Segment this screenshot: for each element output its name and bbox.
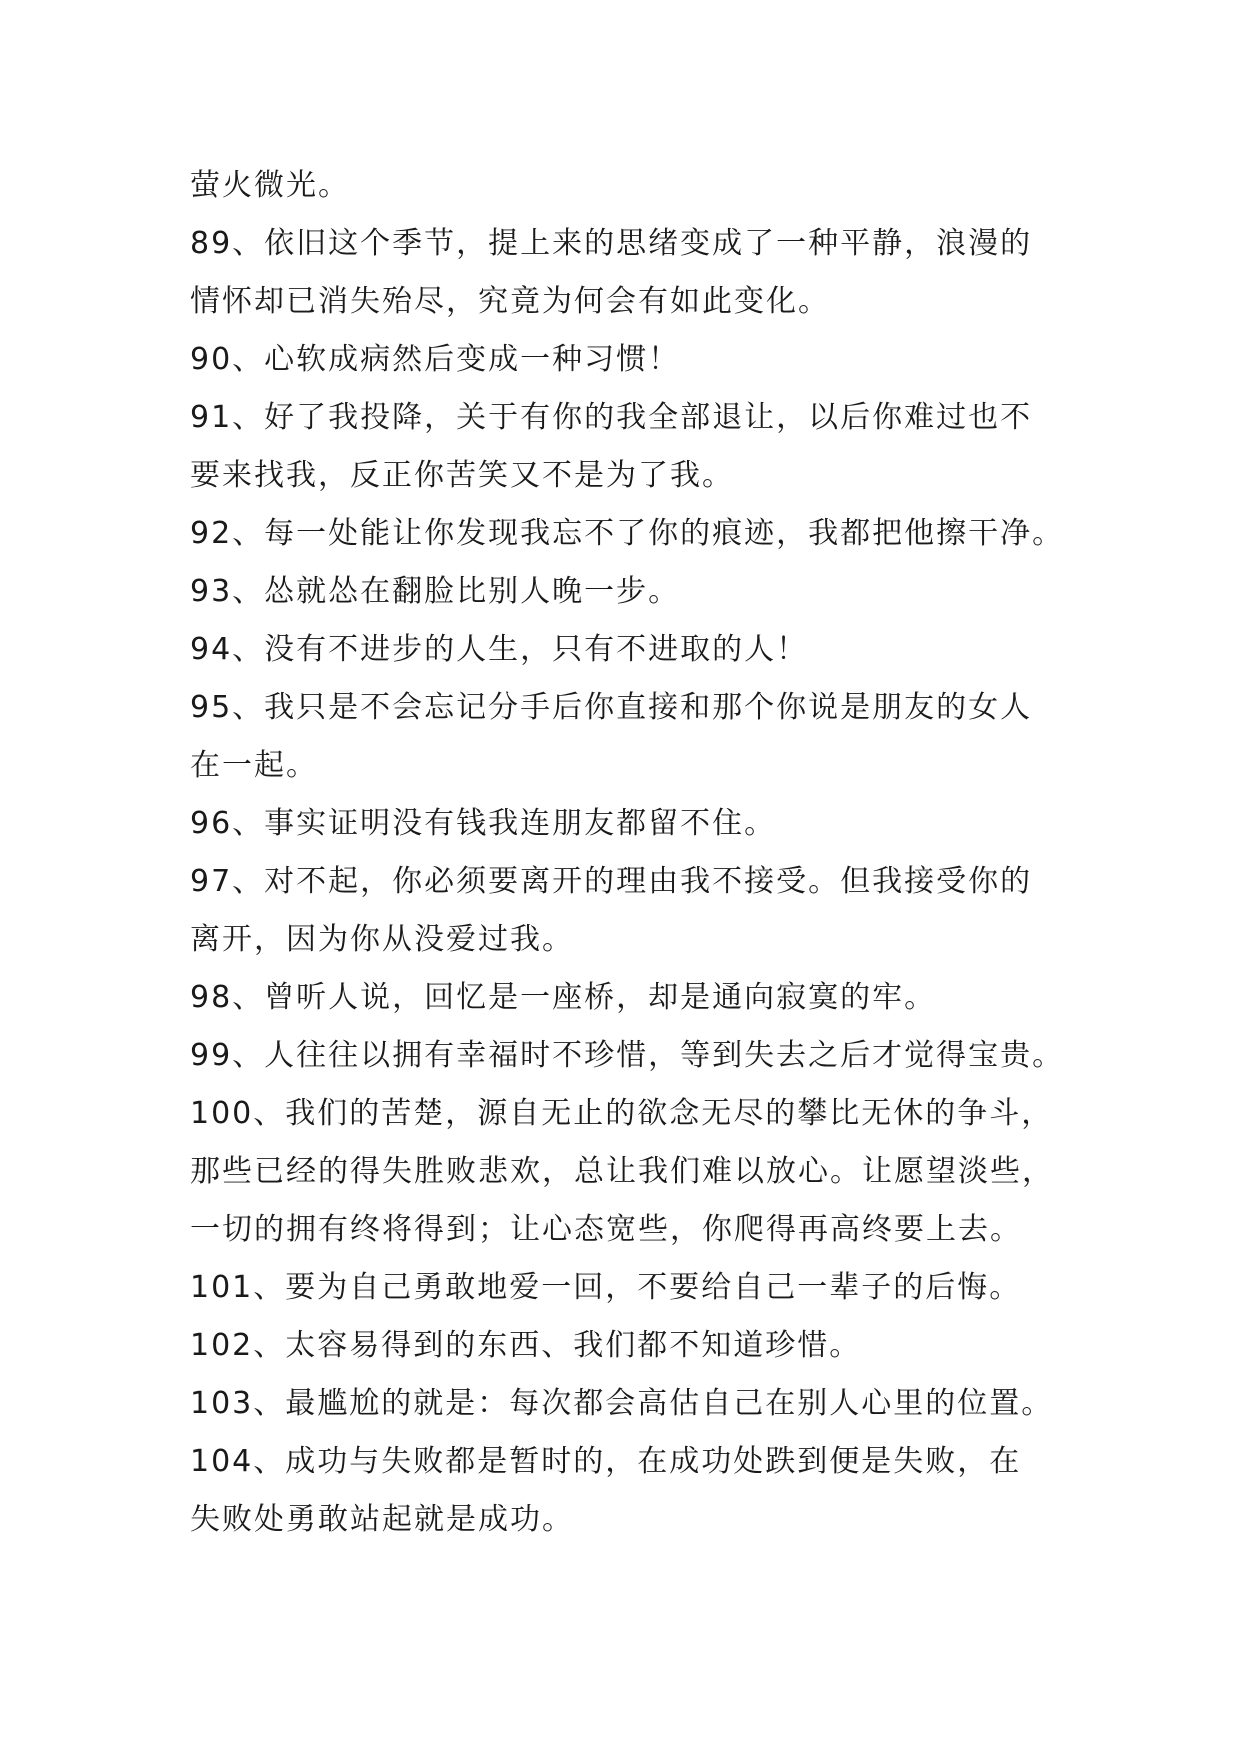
text-line: 一切的拥有终将得到；让心态宽些，你爬得再高终要上去。 [190, 1212, 1022, 1247]
text-line: 103、最尴尬的就是：每次都会高估自己在别人心里的位置。 [190, 1386, 1054, 1421]
text-line: 要来找我，反正你苦笑又不是为了我。 [190, 458, 734, 493]
text-line: 104、成功与失败都是暂时的，在成功处跌到便是失败，在 [190, 1444, 1022, 1479]
text-line: 100、我们的苦楚，源自无止的欲念无尽的攀比无休的争斗， [190, 1096, 1054, 1131]
text-line: 在一起。 [190, 748, 318, 783]
text-line: 离开，因为你从没爱过我。 [190, 922, 574, 957]
text-line: 98、曾听人说，回忆是一座桥，却是通向寂寞的牢。 [190, 980, 937, 1015]
text-line: 92、每一处能让你发现我忘不了你的痕迹，我都把他擦干净。 [190, 516, 1065, 551]
text-line: 91、好了我投降，关于有你的我全部退让，以后你难过也不 [190, 400, 1033, 435]
text-line: 情怀却已消失殆尽，究竟为何会有如此变化。 [190, 284, 830, 319]
text-line: 97、对不起，你必须要离开的理由我不接受。但我接受你的 [190, 864, 1033, 899]
text-line: 萤火微光。 [190, 168, 350, 203]
document-body [190, 157, 1070, 1549]
text-line: 99、人往往以拥有幸福时不珍惜，等到失去之后才觉得宝贵。 [190, 1038, 1065, 1073]
text-line: 101、要为自己勇敢地爱一回，不要给自己一辈子的后悔。 [190, 1270, 1022, 1305]
text-line: 那些已经的得失胜败悲欢，总让我们难以放心。让愿望淡些， [190, 1154, 1054, 1189]
text-line: 失败处勇敢站起就是成功。 [190, 1502, 574, 1537]
text-line: 95、我只是不会忘记分手后你直接和那个你说是朋友的女人 [190, 690, 1033, 725]
text-line: 89、依旧这个季节，提上来的思绪变成了一种平静，浪漫的 [190, 226, 1033, 261]
text-line: 90、心软成病然后变成一种习惯！ [190, 342, 681, 377]
text-line: 96、事实证明没有钱我连朋友都留不住。 [190, 806, 777, 841]
text-line: 94、没有不进步的人生，只有不进取的人！ [190, 632, 809, 667]
text-line: 93、怂就怂在翻脸比别人晚一步。 [190, 574, 681, 609]
text-line: 102、太容易得到的东西、我们都不知道珍惜。 [190, 1328, 862, 1363]
